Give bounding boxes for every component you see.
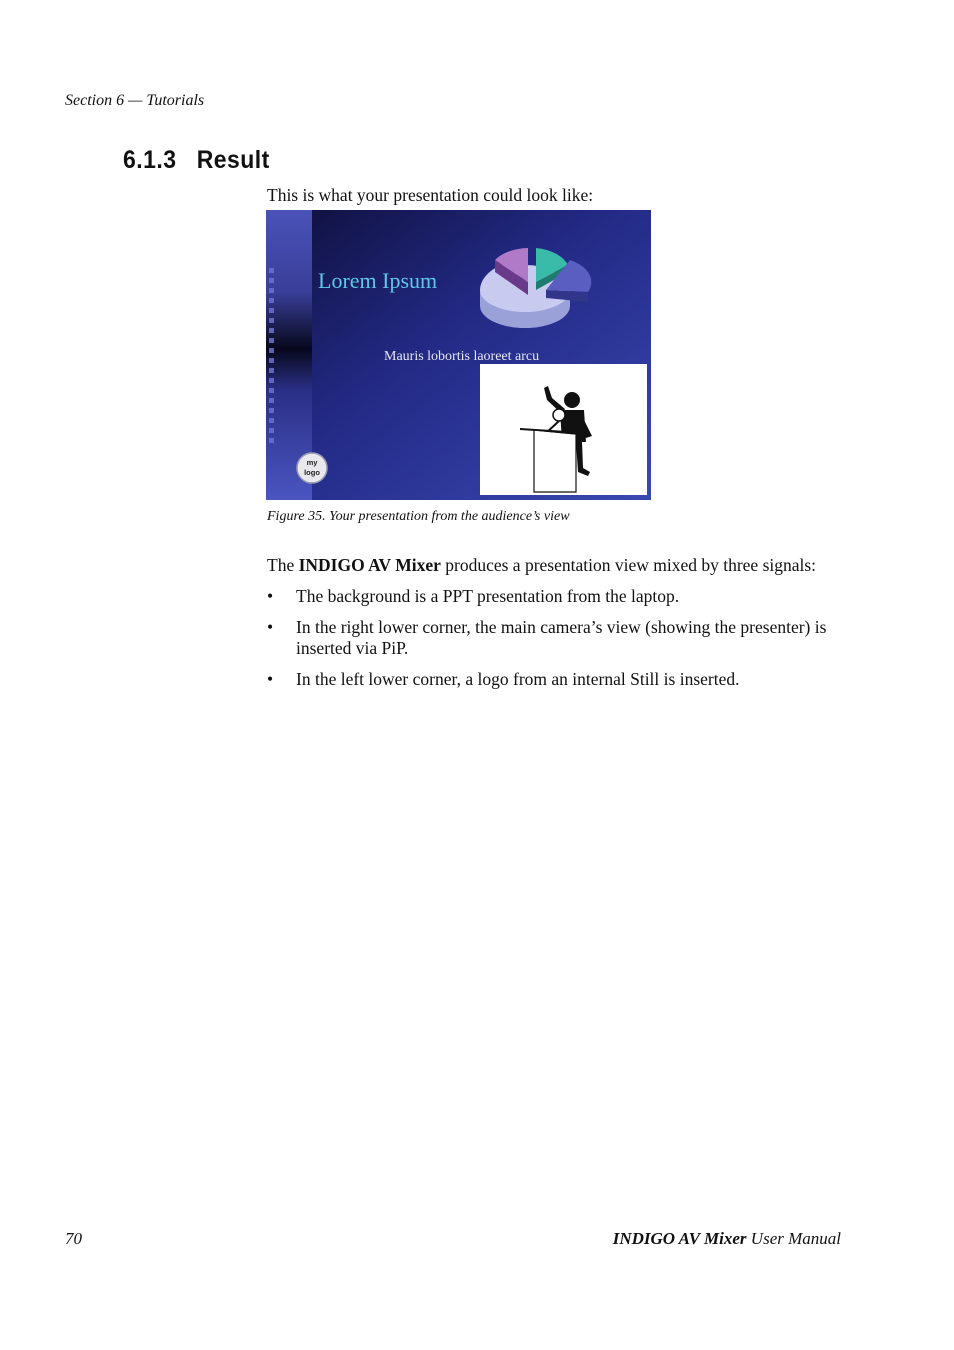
footer-title: INDIGO AV Mixer User Manual	[612, 1229, 841, 1248]
intro-paragraph: The INDIGO AV Mixer produces a presentation view mixed by three signals:	[267, 555, 817, 575]
body-text	[267, 555, 841, 700]
slide-title: Lorem Ipsum	[318, 268, 438, 293]
section-number: 6.1.3	[123, 146, 177, 174]
running-head: Section 6 — Tutorials	[65, 92, 205, 109]
list-item: • In the right lower corner, the main camera’s view (showing the presenter) is inserted via PiP.	[267, 617, 827, 658]
signal-list	[267, 586, 841, 690]
slide-subtitle: Mauris lobortis laoreet arcu	[384, 349, 540, 364]
logo-text-line-1: my	[306, 458, 318, 467]
presentation-figure	[266, 210, 651, 500]
product-name: INDIGO AV Mixer	[298, 555, 441, 575]
section-title: Result	[196, 146, 270, 174]
list-item: • The background is a PPT presentation from the laptop.	[267, 586, 680, 606]
section-heading	[123, 146, 270, 175]
intro-text: This is what your presentation could look like:	[267, 185, 594, 205]
list-item: • In the left lower corner, a logo from an internal Still is inserted.	[267, 669, 740, 689]
page-number: 70	[65, 1229, 82, 1248]
presentation-slide-image	[266, 210, 651, 500]
logo-text-line-2: logo	[304, 468, 320, 477]
figure-caption: Figure 35. Your presentation from the audience’s view	[267, 509, 570, 524]
